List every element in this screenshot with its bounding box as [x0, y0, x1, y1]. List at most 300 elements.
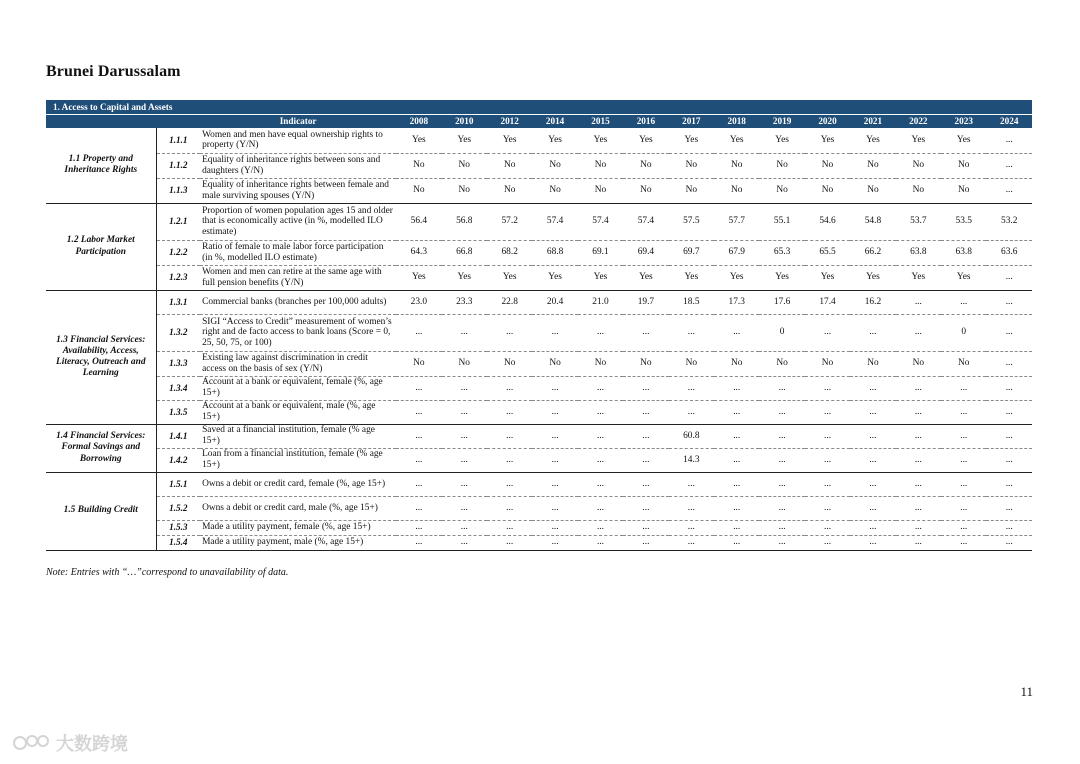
- value-cell: ...: [714, 520, 759, 535]
- indicator-code: 1.1.2: [156, 153, 200, 178]
- value-cell: ...: [759, 535, 804, 550]
- value-cell: 53.7: [896, 203, 941, 240]
- footnote: Note: Entries with “…”correspond to unavailability of data.: [46, 567, 289, 578]
- indicator-code: 1.2.1: [156, 203, 200, 240]
- value-cell: ...: [714, 535, 759, 550]
- value-cell: ...: [669, 472, 714, 496]
- year-header-2024: 2024: [986, 115, 1032, 129]
- value-cell: ...: [986, 535, 1032, 550]
- value-cell: ...: [986, 376, 1032, 400]
- group-header-blank: [46, 115, 156, 129]
- value-cell: ...: [896, 520, 941, 535]
- value-cell: ...: [532, 535, 577, 550]
- page-number: 11: [1020, 684, 1033, 699]
- value-cell: 67.9: [714, 240, 759, 265]
- value-cell: ...: [850, 424, 895, 448]
- value-cell: No: [442, 351, 487, 376]
- value-cell: ...: [941, 448, 986, 472]
- value-cell: ...: [986, 178, 1032, 203]
- value-cell: 69.4: [623, 240, 668, 265]
- column-header-row: [46, 115, 1032, 129]
- value-cell: No: [941, 153, 986, 178]
- value-cell: ...: [896, 496, 941, 520]
- value-cell: ...: [487, 535, 532, 550]
- value-cell: No: [442, 178, 487, 203]
- year-header-2010: 2010: [442, 115, 487, 129]
- value-cell: ...: [759, 472, 804, 496]
- value-cell: Yes: [941, 265, 986, 290]
- group-label: 1.5 Building Credit: [46, 472, 156, 550]
- value-cell: ...: [759, 376, 804, 400]
- value-cell: ...: [442, 520, 487, 535]
- value-cell: 17.3: [714, 290, 759, 314]
- value-cell: Yes: [850, 128, 895, 153]
- value-cell: ...: [714, 314, 759, 351]
- value-cell: ...: [896, 314, 941, 351]
- value-cell: No: [623, 153, 668, 178]
- code-header-blank: [156, 115, 200, 129]
- table-row: [46, 240, 1032, 265]
- value-cell: ...: [850, 520, 895, 535]
- value-cell: ...: [442, 535, 487, 550]
- value-cell: ...: [805, 535, 850, 550]
- value-cell: ...: [623, 376, 668, 400]
- value-cell: ...: [759, 400, 804, 424]
- value-cell: ...: [896, 448, 941, 472]
- value-cell: No: [759, 178, 804, 203]
- value-cell: ...: [532, 448, 577, 472]
- value-cell: No: [714, 153, 759, 178]
- value-cell: ...: [623, 448, 668, 472]
- value-cell: ...: [623, 424, 668, 448]
- value-cell: ...: [669, 400, 714, 424]
- value-cell: ...: [941, 400, 986, 424]
- value-cell: ...: [669, 535, 714, 550]
- value-cell: 18.5: [669, 290, 714, 314]
- value-cell: 57.4: [578, 203, 623, 240]
- value-cell: Yes: [759, 128, 804, 153]
- value-cell: ...: [442, 400, 487, 424]
- value-cell: ...: [442, 424, 487, 448]
- value-cell: ...: [896, 290, 941, 314]
- value-cell: 53.5: [941, 203, 986, 240]
- year-header-2008: 2008: [396, 115, 441, 129]
- value-cell: ...: [442, 448, 487, 472]
- group-label: 1.1 Property and Inheritance Rights: [46, 128, 156, 203]
- year-header-2017: 2017: [669, 115, 714, 129]
- value-cell: ...: [442, 376, 487, 400]
- indicator-label: Account at a bank or equivalent, male (%, age 15+): [200, 400, 396, 424]
- value-cell: Yes: [578, 128, 623, 153]
- value-cell: ...: [396, 424, 441, 448]
- value-cell: No: [669, 153, 714, 178]
- value-cell: ...: [396, 496, 441, 520]
- value-cell: 66.2: [850, 240, 895, 265]
- value-cell: 0: [941, 314, 986, 351]
- value-cell: No: [623, 351, 668, 376]
- indicator-label: Made a utility payment, female (%, age 15+): [200, 520, 396, 535]
- value-cell: 65.5: [805, 240, 850, 265]
- value-cell: ...: [578, 376, 623, 400]
- group-label: 1.4 Financial Services: Formal Savings and Borrowing: [46, 424, 156, 472]
- value-cell: 68.8: [532, 240, 577, 265]
- page-title: Brunei Darussalam: [46, 63, 181, 80]
- year-header-2015: 2015: [578, 115, 623, 129]
- value-cell: No: [532, 153, 577, 178]
- value-cell: No: [532, 178, 577, 203]
- value-cell: 57.5: [669, 203, 714, 240]
- indicator-label: Account at a bank or equivalent, female (%, age 15+): [200, 376, 396, 400]
- table-row: [46, 535, 1032, 550]
- value-cell: ...: [532, 496, 577, 520]
- value-cell: Yes: [941, 128, 986, 153]
- table-row: [46, 128, 1032, 153]
- value-cell: 54.6: [805, 203, 850, 240]
- value-cell: ...: [805, 376, 850, 400]
- value-cell: ...: [941, 496, 986, 520]
- value-cell: 69.7: [669, 240, 714, 265]
- value-cell: ...: [442, 472, 487, 496]
- value-cell: ...: [487, 400, 532, 424]
- indicator-label: Loan from a financial institution, female (% age 15+): [200, 448, 396, 472]
- value-cell: 63.8: [941, 240, 986, 265]
- value-cell: No: [941, 351, 986, 376]
- value-cell: ...: [714, 400, 759, 424]
- value-cell: 64.3: [396, 240, 441, 265]
- value-cell: ...: [396, 376, 441, 400]
- indicator-code: 1.5.4: [156, 535, 200, 550]
- indicator-label: Ratio of female to male labor force participation (in %, modelled ILO estimate): [200, 240, 396, 265]
- value-cell: ...: [623, 496, 668, 520]
- value-cell: ...: [850, 400, 895, 424]
- value-cell: ...: [578, 472, 623, 496]
- year-header-2016: 2016: [623, 115, 668, 129]
- value-cell: 21.0: [578, 290, 623, 314]
- indicator-code: 1.1.1: [156, 128, 200, 153]
- value-cell: ...: [759, 424, 804, 448]
- watermark: [12, 730, 128, 756]
- value-cell: ...: [759, 496, 804, 520]
- value-cell: Yes: [578, 265, 623, 290]
- value-cell: ...: [941, 535, 986, 550]
- table-body: [46, 128, 1032, 550]
- value-cell: ...: [805, 314, 850, 351]
- value-cell: ...: [714, 376, 759, 400]
- value-cell: Yes: [896, 265, 941, 290]
- year-header-2020: 2020: [805, 115, 850, 129]
- value-cell: ...: [578, 314, 623, 351]
- watermark-text: 大数跨境: [56, 734, 128, 755]
- value-cell: ...: [487, 496, 532, 520]
- value-cell: ...: [532, 314, 577, 351]
- table-row: [46, 153, 1032, 178]
- value-cell: Yes: [805, 128, 850, 153]
- value-cell: ...: [805, 448, 850, 472]
- table-row: [46, 376, 1032, 400]
- indicator-table: [46, 100, 1032, 551]
- value-cell: ...: [805, 496, 850, 520]
- value-cell: ...: [487, 520, 532, 535]
- value-cell: ...: [532, 472, 577, 496]
- value-cell: ...: [805, 520, 850, 535]
- value-cell: No: [759, 351, 804, 376]
- value-cell: No: [487, 351, 532, 376]
- year-header-2019: 2019: [759, 115, 804, 129]
- value-cell: ...: [850, 448, 895, 472]
- section-header-row: [46, 100, 1032, 115]
- value-cell: Yes: [532, 128, 577, 153]
- value-cell: 14.3: [669, 448, 714, 472]
- value-cell: ...: [805, 472, 850, 496]
- value-cell: ...: [986, 496, 1032, 520]
- indicator-code: 1.3.1: [156, 290, 200, 314]
- value-cell: ...: [896, 376, 941, 400]
- value-cell: ...: [487, 314, 532, 351]
- indicator-label: SIGI “Access to Credit” measurement of women’s right and de facto access to bank loans (Score = 0, 25, 50, 75, or 100): [200, 314, 396, 351]
- value-cell: ...: [941, 520, 986, 535]
- value-cell: ...: [578, 520, 623, 535]
- value-cell: ...: [487, 376, 532, 400]
- value-cell: 65.3: [759, 240, 804, 265]
- value-cell: No: [532, 351, 577, 376]
- value-cell: No: [487, 153, 532, 178]
- group-label: 1.2 Labor Market Participation: [46, 203, 156, 290]
- indicator-label: Equality of inheritance rights between sons and daughters (Y/N): [200, 153, 396, 178]
- value-cell: 20.4: [532, 290, 577, 314]
- value-cell: 22.8: [487, 290, 532, 314]
- value-cell: ...: [986, 314, 1032, 351]
- value-cell: Yes: [623, 128, 668, 153]
- indicator-label: Owns a debit or credit card, female (%, age 15+): [200, 472, 396, 496]
- value-cell: ...: [396, 472, 441, 496]
- indicator-label: Women and men can retire at the same age with full pension benefits (Y/N): [200, 265, 396, 290]
- value-cell: No: [850, 153, 895, 178]
- table-row: [46, 496, 1032, 520]
- value-cell: ...: [714, 496, 759, 520]
- value-cell: No: [714, 351, 759, 376]
- value-cell: No: [896, 178, 941, 203]
- value-cell: 63.6: [986, 240, 1032, 265]
- value-cell: 63.8: [896, 240, 941, 265]
- value-cell: No: [669, 351, 714, 376]
- value-cell: 69.1: [578, 240, 623, 265]
- value-cell: No: [805, 351, 850, 376]
- value-cell: No: [714, 178, 759, 203]
- value-cell: 17.6: [759, 290, 804, 314]
- table-row: [46, 178, 1032, 203]
- value-cell: No: [805, 153, 850, 178]
- value-cell: 0: [759, 314, 804, 351]
- indicator-label: Equality of inheritance rights between female and male surviving spouses (Y/N): [200, 178, 396, 203]
- value-cell: 57.7: [714, 203, 759, 240]
- value-cell: ...: [896, 424, 941, 448]
- value-cell: ...: [578, 535, 623, 550]
- indicator-label: Saved at a financial institution, female (% age 15+): [200, 424, 396, 448]
- value-cell: 19.7: [623, 290, 668, 314]
- value-cell: ...: [714, 424, 759, 448]
- indicator-table-container: [46, 100, 1032, 551]
- value-cell: ...: [986, 265, 1032, 290]
- value-cell: ...: [941, 376, 986, 400]
- indicator-label: Women and men have equal ownership rights to property (Y/N): [200, 128, 396, 153]
- value-cell: ...: [442, 314, 487, 351]
- value-cell: ...: [986, 424, 1032, 448]
- value-cell: ...: [669, 496, 714, 520]
- value-cell: ...: [578, 424, 623, 448]
- value-cell: Yes: [487, 265, 532, 290]
- value-cell: No: [850, 178, 895, 203]
- value-cell: ...: [850, 314, 895, 351]
- value-cell: ...: [850, 496, 895, 520]
- value-cell: ...: [532, 400, 577, 424]
- value-cell: ...: [532, 376, 577, 400]
- value-cell: No: [941, 178, 986, 203]
- value-cell: ...: [396, 448, 441, 472]
- value-cell: ...: [396, 520, 441, 535]
- value-cell: ...: [986, 128, 1032, 153]
- indicator-code: 1.3.3: [156, 351, 200, 376]
- value-cell: Yes: [896, 128, 941, 153]
- value-cell: ...: [396, 314, 441, 351]
- indicator-code: 1.4.2: [156, 448, 200, 472]
- year-header-2012: 2012: [487, 115, 532, 129]
- value-cell: ...: [578, 448, 623, 472]
- value-cell: Yes: [442, 128, 487, 153]
- value-cell: ...: [714, 448, 759, 472]
- value-cell: No: [396, 178, 441, 203]
- value-cell: No: [578, 153, 623, 178]
- value-cell: ...: [578, 496, 623, 520]
- value-cell: 16.2: [850, 290, 895, 314]
- indicator-code: 1.2.3: [156, 265, 200, 290]
- value-cell: ...: [941, 290, 986, 314]
- value-cell: No: [759, 153, 804, 178]
- value-cell: No: [487, 178, 532, 203]
- value-cell: ...: [396, 400, 441, 424]
- indicator-code: 1.5.3: [156, 520, 200, 535]
- value-cell: No: [578, 178, 623, 203]
- value-cell: ...: [805, 400, 850, 424]
- value-cell: Yes: [714, 265, 759, 290]
- value-cell: No: [805, 178, 850, 203]
- value-cell: No: [442, 153, 487, 178]
- value-cell: ...: [396, 535, 441, 550]
- value-cell: 53.2: [986, 203, 1032, 240]
- value-cell: No: [623, 178, 668, 203]
- value-cell: 56.4: [396, 203, 441, 240]
- table-row: [46, 400, 1032, 424]
- value-cell: ...: [941, 424, 986, 448]
- value-cell: ...: [759, 448, 804, 472]
- value-cell: ...: [941, 472, 986, 496]
- value-cell: 23.0: [396, 290, 441, 314]
- year-header-2018: 2018: [714, 115, 759, 129]
- value-cell: ...: [850, 535, 895, 550]
- value-cell: ...: [986, 351, 1032, 376]
- value-cell: 55.1: [759, 203, 804, 240]
- value-cell: Yes: [669, 128, 714, 153]
- value-cell: ...: [986, 290, 1032, 314]
- value-cell: 57.4: [623, 203, 668, 240]
- value-cell: ...: [986, 400, 1032, 424]
- value-cell: Yes: [532, 265, 577, 290]
- watermark-logo-icon: [12, 733, 52, 753]
- section-title: 1. Access to Capital and Assets: [46, 100, 1032, 115]
- value-cell: Yes: [759, 265, 804, 290]
- indicator-label: Commercial banks (branches per 100,000 adults): [200, 290, 396, 314]
- year-header-2022: 2022: [896, 115, 941, 129]
- value-cell: Yes: [442, 265, 487, 290]
- year-header-2023: 2023: [941, 115, 986, 129]
- value-cell: ...: [623, 400, 668, 424]
- value-cell: ...: [487, 424, 532, 448]
- value-cell: ...: [532, 424, 577, 448]
- value-cell: ...: [850, 376, 895, 400]
- year-header-2021: 2021: [850, 115, 895, 129]
- value-cell: ...: [623, 520, 668, 535]
- table-row: [46, 424, 1032, 448]
- indicator-header: Indicator: [200, 115, 396, 129]
- value-cell: 68.2: [487, 240, 532, 265]
- indicator-code: 1.3.4: [156, 376, 200, 400]
- table-row: [46, 448, 1032, 472]
- value-cell: Yes: [850, 265, 895, 290]
- value-cell: Yes: [623, 265, 668, 290]
- value-cell: No: [578, 351, 623, 376]
- indicator-code: 1.5.1: [156, 472, 200, 496]
- value-cell: ...: [805, 424, 850, 448]
- table-row: [46, 520, 1032, 535]
- value-cell: 57.2: [487, 203, 532, 240]
- value-cell: No: [896, 153, 941, 178]
- value-cell: ...: [623, 535, 668, 550]
- value-cell: Yes: [487, 128, 532, 153]
- value-cell: ...: [669, 314, 714, 351]
- value-cell: ...: [986, 448, 1032, 472]
- value-cell: ...: [487, 448, 532, 472]
- value-cell: 17.4: [805, 290, 850, 314]
- value-cell: ...: [487, 472, 532, 496]
- indicator-code: 1.1.3: [156, 178, 200, 203]
- value-cell: Yes: [805, 265, 850, 290]
- value-cell: ...: [623, 472, 668, 496]
- table-row: [46, 203, 1032, 240]
- value-cell: ...: [759, 520, 804, 535]
- indicator-code: 1.3.2: [156, 314, 200, 351]
- value-cell: 54.8: [850, 203, 895, 240]
- indicator-code: 1.5.2: [156, 496, 200, 520]
- value-cell: No: [669, 178, 714, 203]
- indicator-label: Existing law against discrimination in credit access on the basis of sex (Y/N): [200, 351, 396, 376]
- value-cell: 66.8: [442, 240, 487, 265]
- table-row: [46, 265, 1032, 290]
- value-cell: No: [850, 351, 895, 376]
- value-cell: No: [396, 153, 441, 178]
- table-row: [46, 290, 1032, 314]
- value-cell: Yes: [396, 265, 441, 290]
- value-cell: 57.4: [532, 203, 577, 240]
- value-cell: No: [396, 351, 441, 376]
- value-cell: ...: [669, 520, 714, 535]
- indicator-label: Proportion of women population ages 15 and older that is economically active (in %, modelled ILO estimate): [200, 203, 396, 240]
- value-cell: 23.3: [442, 290, 487, 314]
- value-cell: ...: [986, 520, 1032, 535]
- value-cell: No: [896, 351, 941, 376]
- indicator-label: Made a utility payment, male (%, age 15+): [200, 535, 396, 550]
- value-cell: ...: [986, 153, 1032, 178]
- value-cell: Yes: [396, 128, 441, 153]
- table-row: [46, 472, 1032, 496]
